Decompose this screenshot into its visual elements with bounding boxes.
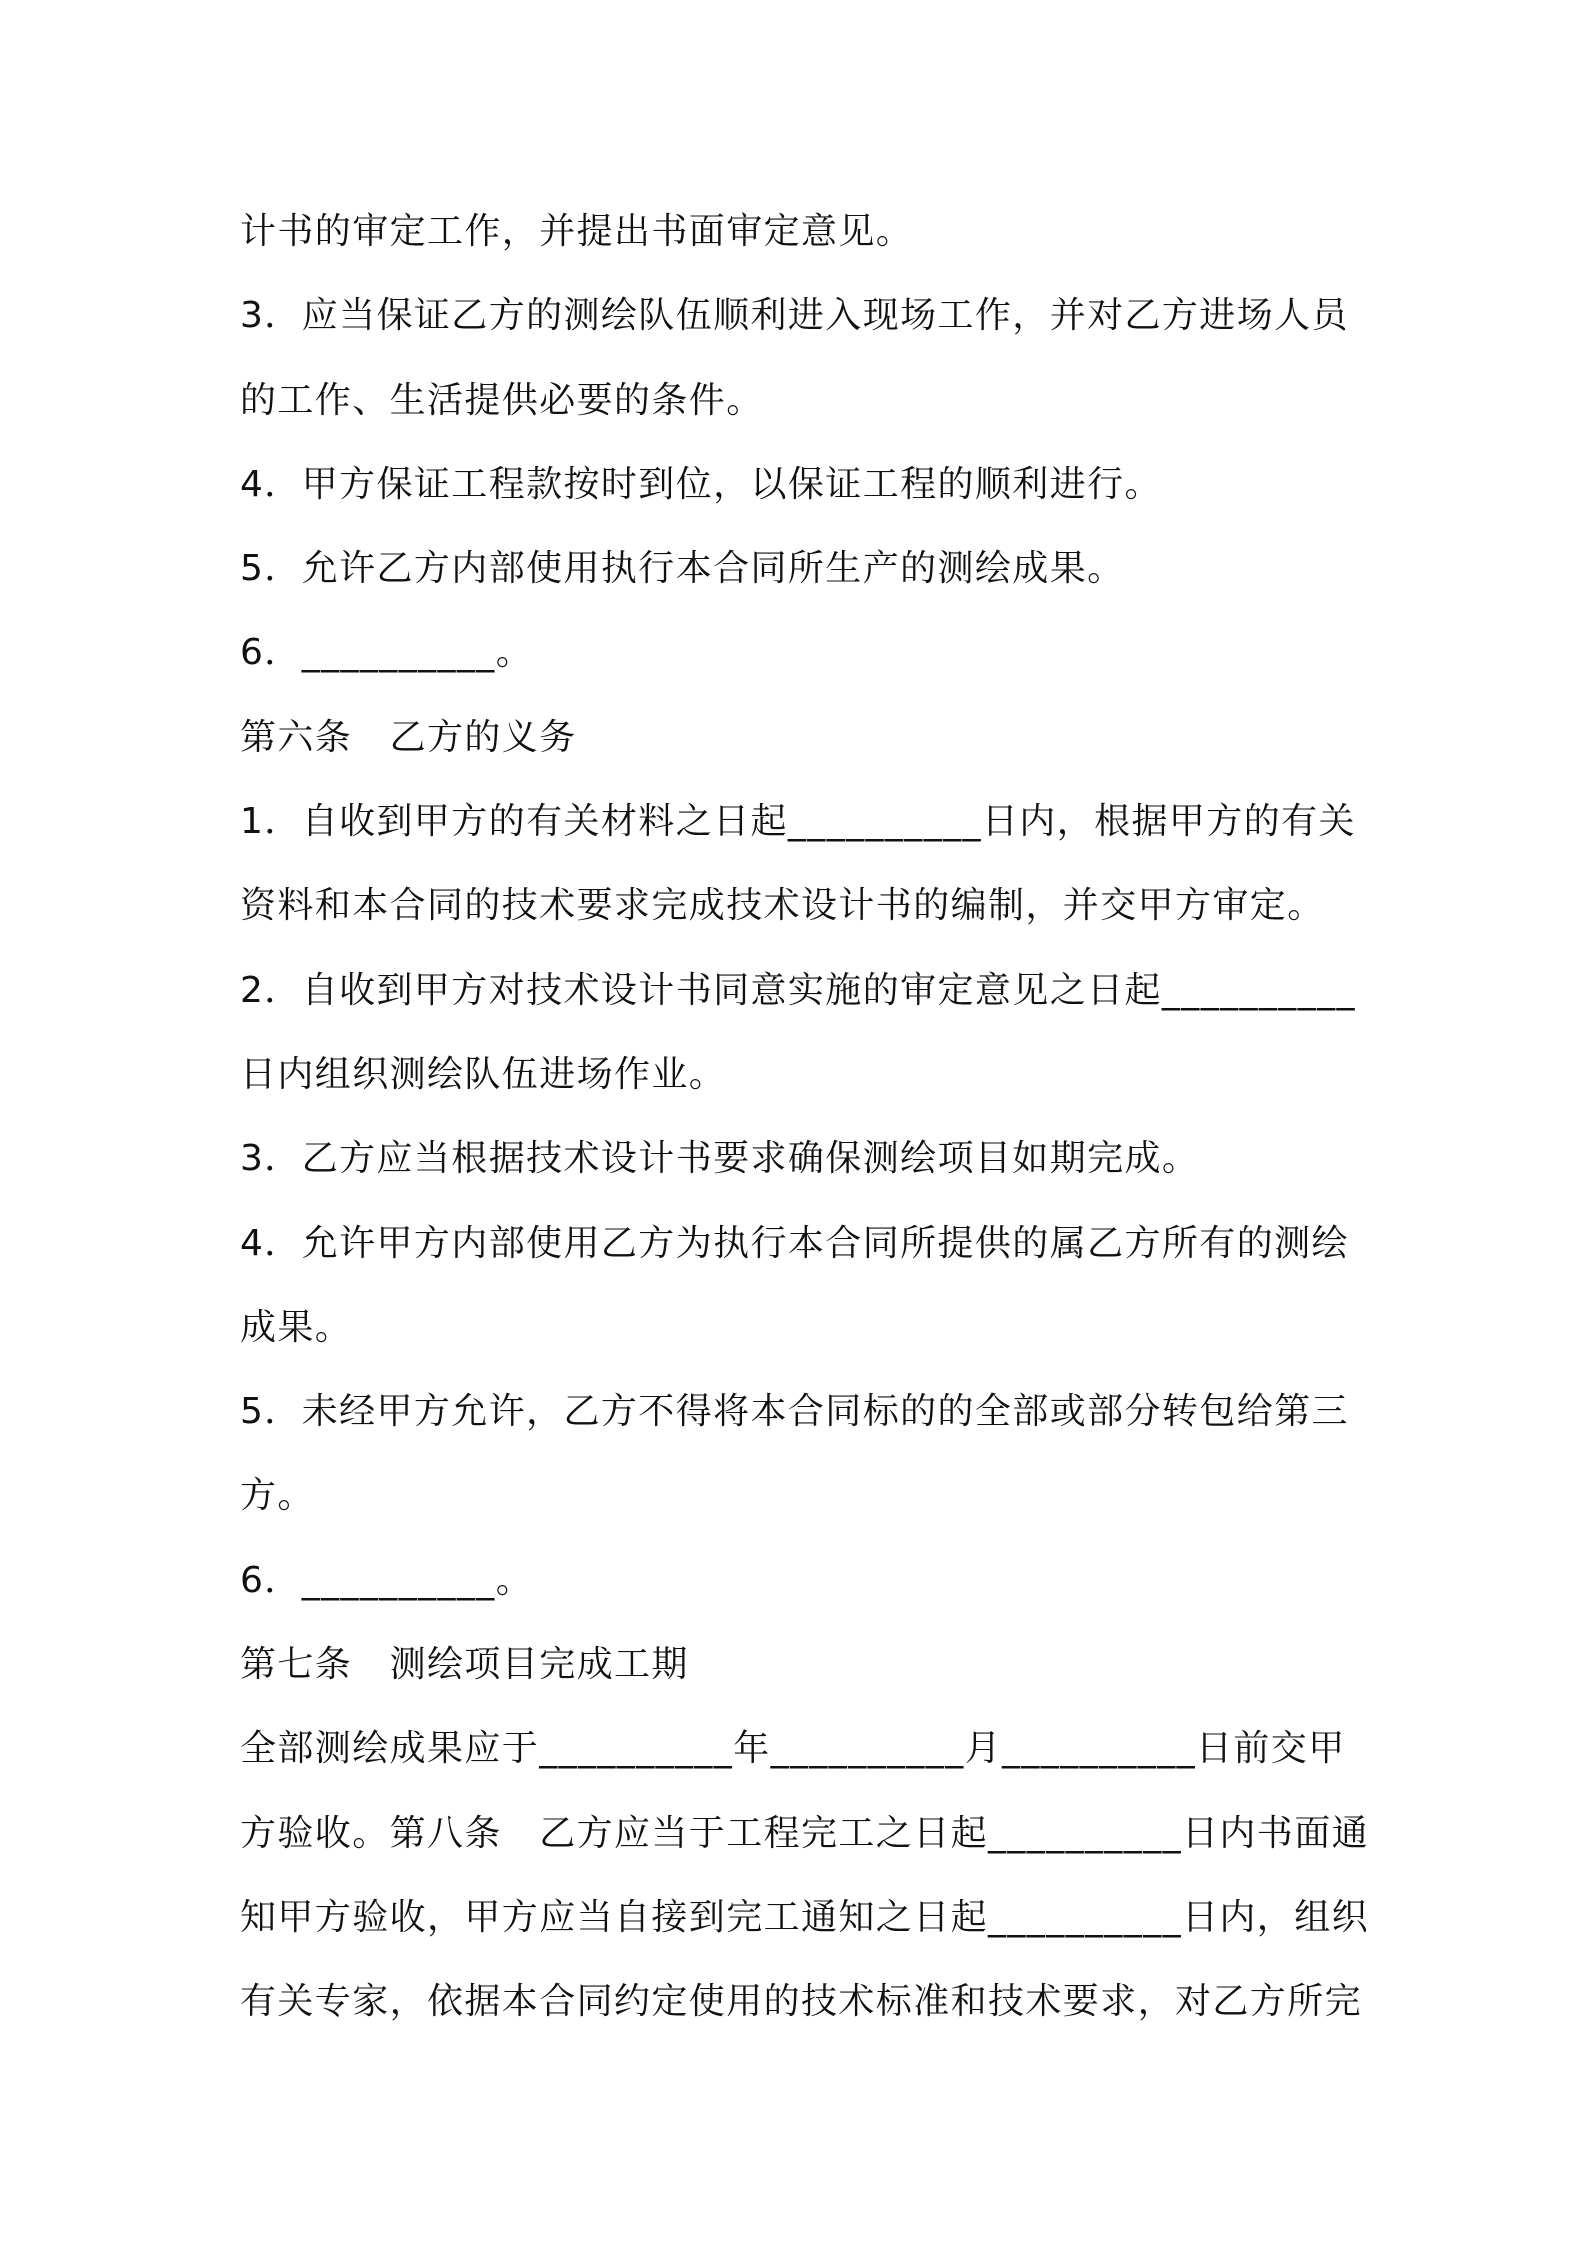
- text-line: 知甲方验收，甲方应当自接到完工通知之日起__________日内，组织: [240, 1896, 1370, 1938]
- text-line: 方验收。第八条 乙方应当于工程完工之日起__________日内书面通: [240, 1812, 1370, 1854]
- text-line: 的工作、生活提供必要的条件。: [240, 379, 764, 421]
- text-line: 3．应当保证乙方的测绘队伍顺利进入现场工作，并对乙方进场人员: [240, 295, 1349, 337]
- text-line: 3．乙方应当根据技术设计书要求确保测绘项目如期完成。: [240, 1138, 1200, 1180]
- text-line: 资料和本合同的技术要求完成技术设计书的编制，并交甲方审定。: [240, 885, 1325, 927]
- text-line: 6．__________。: [240, 1559, 534, 1601]
- section-heading: 第六条 乙方的义务: [240, 716, 577, 758]
- document-body: [240, 190, 1370, 2045]
- text-line: 全部测绘成果应于__________年__________月__________日前交甲: [240, 1728, 1346, 1770]
- section-heading: 第七条 测绘项目完成工期: [240, 1644, 689, 1686]
- text-line: 6．__________。: [240, 632, 534, 674]
- text-line: 5．允许乙方内部使用执行本合同所生产的测绘成果。: [240, 548, 1125, 590]
- text-line: 1．自收到甲方的有关材料之日起__________日内，根据甲方的有关: [240, 801, 1356, 843]
- text-line: 2．自收到甲方对技术设计书同意实施的审定意见之日起__________: [240, 969, 1356, 1011]
- text-line: 4．甲方保证工程款按时到位，以保证工程的顺利进行。: [240, 463, 1162, 505]
- text-line: 成果。: [240, 1306, 353, 1348]
- text-line: 有关专家，依据本合同约定使用的技术标准和技术要求，对乙方所完: [240, 1981, 1363, 2023]
- text-line: 计书的审定工作，并提出书面审定意见。: [240, 211, 914, 252]
- text-line: 4．允许甲方内部使用乙方为执行本合同所提供的属乙方所有的测绘: [240, 1222, 1349, 1264]
- text-line: 方。: [240, 1475, 315, 1517]
- text-line: 日内组织测绘队伍进场作业。: [240, 1053, 727, 1095]
- text-line: 5．未经甲方允许，乙方不得将本合同标的的全部或部分转包给第三: [240, 1391, 1349, 1433]
